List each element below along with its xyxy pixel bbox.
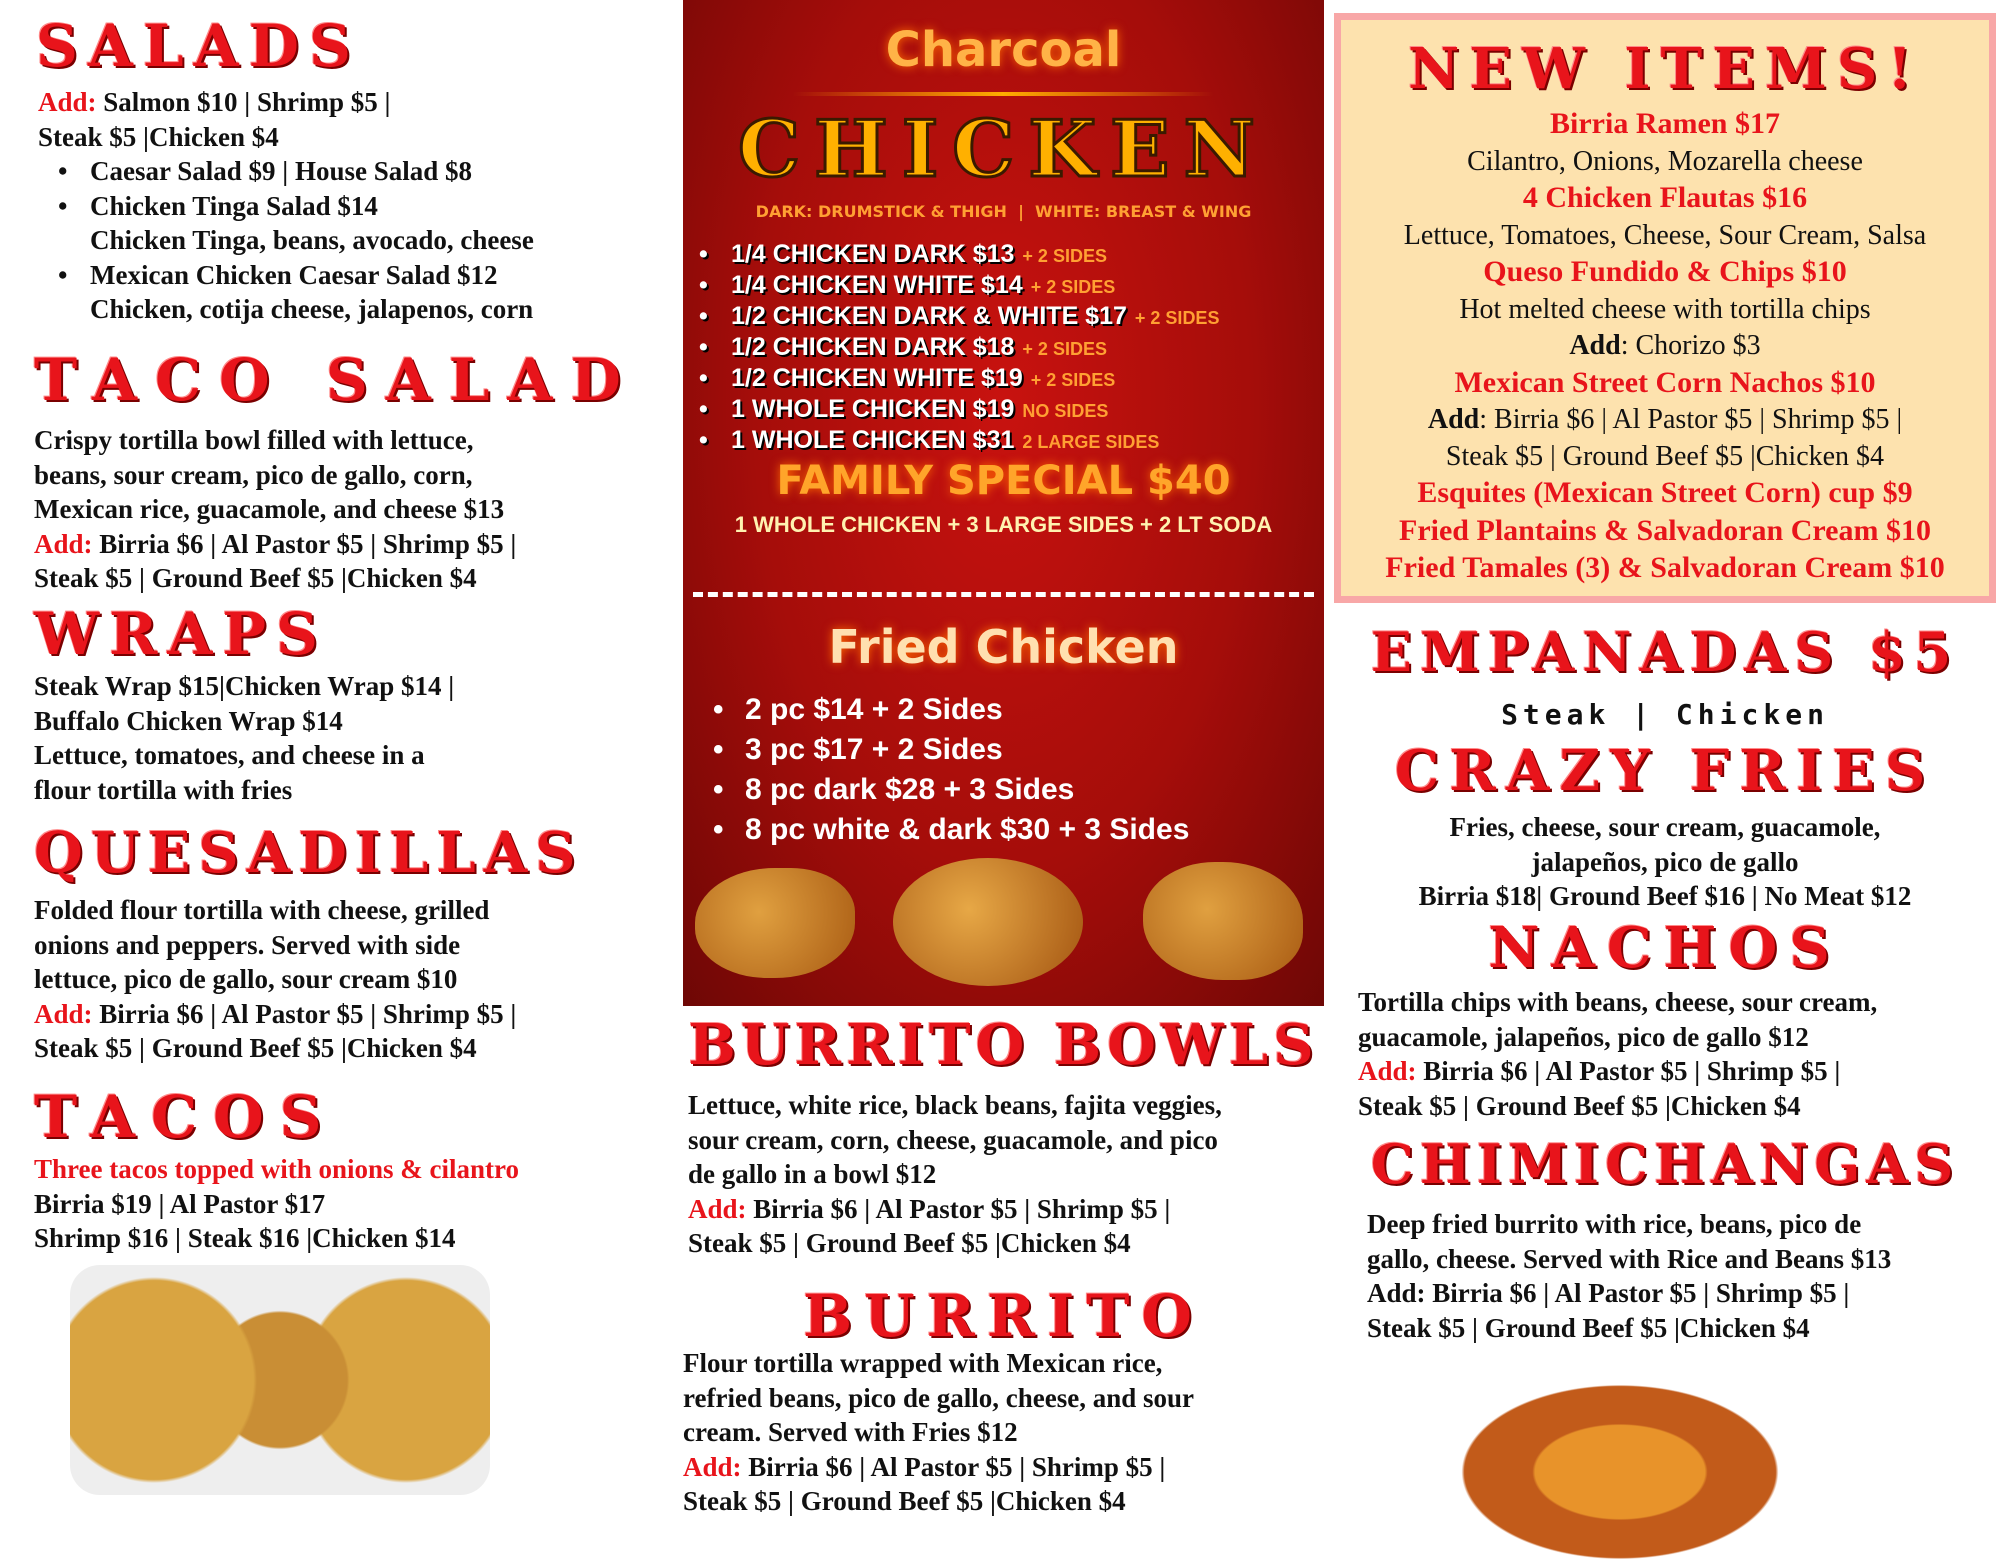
- line-text: sour cream, corn, cheese, guacamole, and pico: [688, 1124, 1218, 1155]
- flame-divider: [793, 92, 1213, 96]
- quesadillas-body: [34, 893, 516, 1066]
- new-item-name: Esquites (Mexican Street Corn) cup $9: [1417, 476, 1913, 509]
- line-text: Fries, cheese, sour cream, guacamole,: [1449, 812, 1881, 842]
- menu-line: [34, 997, 516, 1032]
- line-text: Chicken Tinga, beans, avocado, cheese: [90, 225, 534, 255]
- line-text: de gallo in a bowl $12: [688, 1159, 937, 1189]
- charcoal-item: [679, 302, 1219, 333]
- menu-line: [1367, 1242, 1891, 1277]
- charcoal-item: [679, 426, 1219, 457]
- new-item-line: [1341, 365, 1989, 403]
- menu-line: [1367, 1276, 1891, 1311]
- menu-line: [1334, 845, 1996, 880]
- item-text: 1/2 CHICKEN DARK $18: [731, 333, 1015, 361]
- fried-chicken-photo: [893, 858, 1083, 986]
- quesadillas-heading: QUESADILLAS: [34, 820, 584, 886]
- line-text: beans, sour cream, pico de gallo, corn,: [34, 459, 473, 490]
- add-label: Add:: [34, 998, 93, 1029]
- menu-line: [683, 1415, 1194, 1450]
- add-label: Add: [1569, 330, 1621, 361]
- line-text: Steak $5 | Ground Beef $5 |Chicken $4: [34, 1033, 477, 1063]
- line-text: Steak $5 | Ground Beef $5 |Chicken $4: [1367, 1312, 1810, 1343]
- crazy-fries-body: [1334, 810, 1996, 914]
- charcoal-item: [679, 240, 1219, 271]
- nachos-body: [1358, 985, 1877, 1123]
- line-text: Birria $19 | Al Pastor $17: [34, 1188, 326, 1219]
- fried-chicken-item: • 3 pc $17 + 2 Sides: [693, 730, 1189, 770]
- line-text: Salmon $10 | Shrimp $5 |: [96, 87, 391, 117]
- taco-salad-body: [34, 423, 516, 596]
- menu-line: [688, 1157, 1222, 1192]
- chicken-panel: [683, 0, 1324, 1006]
- fried-chicken-photo: [695, 868, 855, 978]
- burrito-body: [683, 1346, 1194, 1519]
- charcoal-item: [679, 271, 1219, 302]
- menu-line: [34, 1031, 516, 1066]
- fried-chicken-item: • 8 pc dark $28 + 3 Sides: [693, 770, 1189, 810]
- menu-line: [683, 1484, 1194, 1519]
- tacos-body: [34, 1152, 519, 1256]
- menu-line: [38, 154, 534, 189]
- burrito-bowls-body: [688, 1088, 1222, 1261]
- crazy-fries-heading: CRAZY FRIES: [1394, 738, 1936, 804]
- new-item-line: [1341, 180, 1989, 218]
- line-text: Birria $6 | Al Pastor $5 | Shrimp $5 |: [92, 528, 517, 559]
- line-text: flour tortilla with fries: [34, 774, 293, 805]
- menu-line: [683, 1450, 1194, 1485]
- add-label: Add:: [683, 1451, 742, 1482]
- line-text: Crispy tortilla bowl filled with lettuce,: [34, 425, 474, 455]
- menu-line: [34, 458, 516, 493]
- new-item-name: 4 Chicken Flautas $16: [1522, 181, 1808, 214]
- line-text: Steak $5 | Ground Beef $5 |Chicken $4: [688, 1228, 1131, 1258]
- menu-line: [1358, 1089, 1877, 1124]
- line-text: jalapeños, pico de gallo: [1531, 846, 1799, 877]
- nachos-heading: NACHOS: [1488, 915, 1842, 981]
- new-items-heading: NEW ITEMS!: [1408, 36, 1922, 102]
- line-text: Mexican Chicken Caesar Salad $12: [90, 259, 498, 290]
- line-text: Mexican rice, guacamole, and cheese $13: [34, 494, 505, 524]
- item-text: 1 WHOLE CHICKEN $31: [731, 426, 1015, 454]
- menu-line: [34, 1187, 519, 1222]
- item-text: 1 WHOLE CHICKEN $19: [731, 395, 1015, 423]
- line-text: Birria $6 | Al Pastor $5 | Shrimp $5 |: [92, 998, 517, 1029]
- charcoal-item: [679, 364, 1219, 395]
- burrito-heading: BURRITO: [803, 1282, 1204, 1350]
- fried-chicken-item: • 8 pc white & dark $30 + 3 Sides: [693, 810, 1189, 850]
- line-text: Lettuce, tomatoes, and cheese in a: [34, 740, 425, 770]
- new-items-list: [1341, 106, 1989, 588]
- line-text: Caesar Salad $9 | House Salad $8: [90, 156, 473, 186]
- add-label: Add: [1427, 404, 1480, 435]
- line-text: Lettuce, white rice, black beans, fajita veggies,: [688, 1090, 1222, 1120]
- item-sides: + 2 SIDES: [1030, 370, 1116, 390]
- menu-line: [1334, 810, 1996, 845]
- menu-line: [688, 1123, 1222, 1158]
- line-text: Birria $6 | Al Pastor $5 | Shrimp $5 |: [1416, 1056, 1841, 1086]
- add-label: Add:: [688, 1193, 747, 1224]
- line-text: onions and peppers. Served with side: [34, 929, 461, 960]
- menu-line: [34, 1221, 519, 1256]
- menu-line: [34, 1152, 519, 1187]
- line-text: Steak $5 | Ground Beef $5 |Chicken $4: [34, 563, 477, 593]
- new-item-line: [1341, 328, 1989, 365]
- menu-line: [34, 561, 516, 596]
- item-sides: + 2 SIDES: [1030, 277, 1116, 297]
- menu-line: [34, 492, 516, 527]
- line-text: cream. Served with Fries $12: [683, 1417, 1018, 1447]
- menu-line: [34, 738, 454, 773]
- line-text: gallo, cheese. Served with Rice and Beans $13: [1367, 1243, 1892, 1274]
- fried-chicken-title: Fried Chicken: [828, 620, 1179, 674]
- new-item-line: [1341, 218, 1989, 255]
- new-item-name: Fried Tamales (3) & Salvadoran Cream $10: [1385, 551, 1945, 584]
- new-item-desc: Steak $5 | Ground Beef $5 |Chicken $4: [1445, 440, 1885, 472]
- menu-line: [683, 1381, 1194, 1416]
- new-item-desc: Lettuce, Tomatoes, Cheese, Sour Cream, Salsa: [1403, 219, 1927, 251]
- item-sides: + 2 SIDES: [1022, 246, 1107, 266]
- new-items-box: [1334, 13, 1996, 603]
- fried-chicken-item: • 2 pc $14 + 2 Sides: [693, 690, 1189, 730]
- line-text: Tortilla chips with beans, cheese, sour cream,: [1358, 987, 1878, 1017]
- menu-line: [38, 120, 534, 155]
- new-item-line: [1341, 402, 1989, 439]
- burrito-bowls-heading: BURRITO BOWLS: [688, 1012, 1319, 1078]
- menu-line: [34, 962, 516, 997]
- line-text: Chicken Tinga Salad $14: [90, 190, 378, 221]
- fried-chicken-list: [693, 690, 1189, 850]
- menu-line: [1367, 1311, 1891, 1346]
- menu-line: [1334, 879, 1996, 914]
- new-item-desc: : Birria $6 | Al Pastor $5 | Shrimp $5 |: [1479, 404, 1903, 435]
- line-text: lettuce, pico de gallo, sour cream $10: [34, 964, 458, 994]
- menu-line: [34, 773, 454, 808]
- line-text: Steak $5 | Ground Beef $5 |Chicken $4: [683, 1486, 1126, 1516]
- tacos-heading: TACOS: [34, 1083, 338, 1151]
- add-label: Add:: [38, 87, 97, 117]
- family-special-desc: 1 WHOLE CHICKEN + 3 LARGE SIDES + 2 LT SODA: [734, 512, 1273, 537]
- line-text: guacamole, jalapeños, pico de gallo $12: [1358, 1021, 1809, 1052]
- empanadas-heading: EMPANADAS $5: [1370, 620, 1960, 684]
- chimichangas-body: [1367, 1207, 1891, 1345]
- menu-line: [38, 223, 534, 258]
- item-text: 1/4 CHICKEN DARK $13: [731, 240, 1015, 268]
- line-text: Shrimp $16 | Steak $16 |Chicken $14: [34, 1223, 456, 1253]
- family-special: FAMILY SPECIAL $40: [776, 458, 1231, 504]
- line-text: Chicken, cotija cheese, jalapenos, corn: [90, 294, 534, 324]
- charcoal-item: [679, 333, 1219, 364]
- menu-line: [38, 85, 534, 120]
- line-text: Flour tortilla wrapped with Mexican rice,: [683, 1348, 1163, 1378]
- menu-line: [34, 704, 454, 739]
- new-item-line: [1341, 106, 1989, 144]
- charcoal-list: [679, 240, 1219, 457]
- salads-body: [38, 85, 534, 327]
- line-text: Birria $6 | Al Pastor $5 | Shrimp $5 |: [741, 1451, 1166, 1482]
- item-text: 1/4 CHICKEN WHITE $14: [731, 271, 1023, 299]
- line-text: refried beans, pico de gallo, cheese, and sour: [683, 1382, 1194, 1413]
- menu-line: [38, 189, 534, 224]
- menu-line: [34, 928, 516, 963]
- line-text: Buffalo Chicken Wrap $14: [34, 705, 343, 736]
- menu-line: [688, 1192, 1222, 1227]
- line-text: Deep fried burrito with rice, beans, pico de: [1367, 1209, 1862, 1239]
- menu-line: [1367, 1207, 1891, 1242]
- new-item-line: [1341, 144, 1989, 181]
- menu-line: [34, 893, 516, 928]
- new-item-name: Mexican Street Corn Nachos $10: [1454, 365, 1876, 399]
- menu-line: [1358, 1020, 1877, 1055]
- new-item-name: Fried Plantains & Salvadoran Cream $10: [1399, 513, 1931, 547]
- menu-line: [38, 292, 534, 327]
- new-item-name: Queso Fundido & Chips $10: [1483, 255, 1847, 288]
- charcoal-label: Charcoal: [885, 22, 1122, 78]
- taco-salad-heading: TACO SALAD: [34, 346, 639, 414]
- line-text: Steak $5 |Chicken $4: [38, 121, 279, 152]
- menu-line: [683, 1346, 1194, 1381]
- new-item-name: Birria Ramen $17: [1550, 107, 1780, 140]
- line-text: Birria $18| Ground Beef $16 | No Meat $12: [1418, 881, 1912, 911]
- new-item-line: [1341, 254, 1989, 292]
- line-text: Folded flour tortilla with cheese, grilled: [34, 895, 490, 925]
- wraps-heading: WRAPS: [34, 600, 328, 668]
- empanadas-options: Steak | Chicken: [1501, 698, 1829, 731]
- new-item-line: [1341, 475, 1989, 513]
- dashed-divider: [693, 592, 1314, 597]
- menu-line: [1358, 985, 1877, 1020]
- add-label: Add:: [34, 528, 93, 559]
- chicken-title: CHICKEN: [738, 104, 1269, 195]
- item-text: 1/2 CHICKEN DARK & WHITE $17: [731, 302, 1127, 330]
- line-text: Add: Birria $6 | Al Pastor $5 | Shrimp $5 |: [1367, 1278, 1850, 1308]
- chicken-subtitle: DARK: DRUMSTICK & THIGH | WHITE: BREAST & WING: [755, 202, 1252, 221]
- new-item-line: [1341, 513, 1989, 551]
- menu-line: [688, 1226, 1222, 1261]
- line-text: Birria $6 | Al Pastor $5 | Shrimp $5 |: [746, 1193, 1171, 1224]
- add-label: Three tacos topped with onions & cilantro: [34, 1154, 520, 1184]
- item-text: 1/2 CHICKEN WHITE $19: [731, 364, 1023, 392]
- new-item-line: [1341, 292, 1989, 329]
- item-sides: + 2 SIDES: [1134, 308, 1220, 328]
- menu-line: [34, 527, 516, 562]
- line-text: Steak Wrap $15|Chicken Wrap $14 |: [34, 671, 455, 701]
- menu-line: [1358, 1054, 1877, 1089]
- new-item-line: [1341, 550, 1989, 588]
- menu-line: [34, 423, 516, 458]
- menu-line: [688, 1088, 1222, 1123]
- new-item-desc: : Chorizo $3: [1620, 330, 1761, 361]
- line-text: Steak $5 | Ground Beef $5 |Chicken $4: [1358, 1090, 1801, 1121]
- new-item-line: [1341, 439, 1989, 476]
- add-label: Add:: [1358, 1056, 1417, 1086]
- item-sides: NO SIDES: [1022, 401, 1109, 421]
- chimichanga-photo: [1420, 1362, 1820, 1562]
- tacos-photo: [70, 1265, 490, 1495]
- salads-heading: SALADS: [36, 12, 361, 80]
- new-item-desc: Cilantro, Onions, Mozarella cheese: [1467, 145, 1863, 177]
- menu-line: [34, 669, 454, 704]
- fried-chicken-photo: [1143, 862, 1303, 980]
- item-sides: 2 LARGE SIDES: [1022, 432, 1160, 452]
- new-item-desc: Hot melted cheese with tortilla chips: [1459, 293, 1871, 325]
- item-sides: + 2 SIDES: [1022, 339, 1107, 359]
- menu-line: [38, 258, 534, 293]
- chimichangas-heading: CHIMICHANGAS: [1370, 1132, 1960, 1196]
- wraps-body: [34, 669, 454, 807]
- charcoal-item: [679, 395, 1219, 426]
